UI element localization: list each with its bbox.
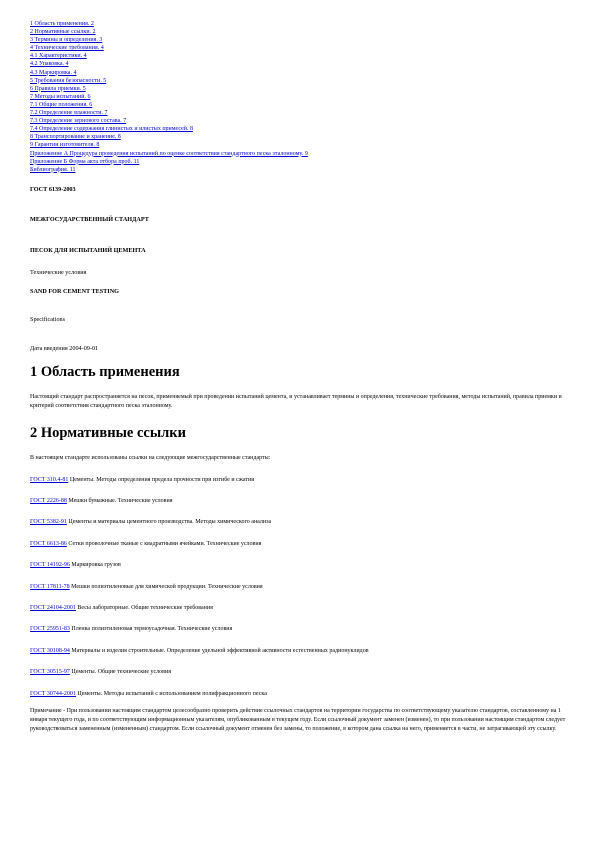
toc-item[interactable] [30, 93, 570, 101]
reference-link[interactable]: ГОСТ 2226-88 [30, 498, 67, 505]
reference-title: Цементы и материалы цементного производства. Методы химического анализа [66, 519, 272, 526]
reference-link[interactable]: ГОСТ 5382-91 [30, 519, 67, 526]
reference-item [30, 604, 570, 613]
reference-title: Пленка полиэтиленовая термоусадочная. Технические условия [69, 626, 233, 633]
toc-link[interactable]: 7.2 Определение влажности. 7 [30, 110, 108, 117]
toc-link[interactable]: 9 Гарантии изготовителя. 8 [30, 142, 100, 149]
reference-item [30, 561, 570, 570]
reference-item [30, 497, 570, 506]
toc-item[interactable] [30, 150, 570, 158]
reference-item [30, 540, 570, 549]
toc-item[interactable] [30, 69, 570, 77]
reference-title: Материалы и изделия строительные. Определение удельной эффективной активности естественных радионуклидов [69, 647, 369, 654]
toc-item[interactable] [30, 52, 570, 60]
toc-link[interactable]: 8 Транспортирование и хранение. 8 [30, 134, 121, 141]
toc-item[interactable] [30, 85, 570, 93]
toc-item[interactable] [30, 166, 570, 174]
toc-link[interactable]: 7.1 Общие положения. 6 [30, 101, 93, 108]
toc-item[interactable] [30, 158, 570, 166]
reference-item [30, 518, 570, 527]
toc-link[interactable]: 5 Требования безопасности. 5 [30, 77, 107, 84]
reference-item [30, 476, 570, 485]
reference-link[interactable]: ГОСТ 310.4-81 [30, 476, 69, 483]
toc-item[interactable] [30, 133, 570, 141]
table-of-contents [30, 20, 570, 174]
toc-link[interactable]: 7.4 Определение содержания глинистых и илистых примесей. 8 [30, 126, 193, 133]
reference-title: Цементы. Общие технические условия [69, 669, 171, 676]
reference-title: Сетки проволочные тканые с квадратными ячейками. Технические условия [66, 540, 262, 547]
toc-link[interactable]: 3 Термины и определения. 3 [30, 37, 103, 44]
references-note: Примечание - При пользовании настоящим стандартом целесообразно проверить действие ссылочных стандартов на территории государства по соответствующему указателю стандартов, составленному на 1 января текущего года, и по соответствующим информационным указателям, опубликованным в текущем году. Если ссылочный документ заменен (изменен), то при пользовании настоящим стандартом следует руководствоваться замененным (измененным) стандартом. Если ссылочный документ отменен без замены, то положение, в котором дана ссылка на него, применяется в части, не затрагивающей эту ссылку. [30, 708, 566, 733]
title-en: SAND FOR CEMENT TESTING [30, 287, 119, 295]
reference-item [30, 625, 570, 634]
toc-item[interactable] [30, 141, 570, 149]
reference-link[interactable]: ГОСТ 25951-83 [30, 626, 70, 633]
standard-type: МЕЖГОСУДАРСТВЕННЫЙ СТАНДАРТ [30, 216, 149, 224]
reference-link[interactable]: ГОСТ 14192-96 [30, 562, 70, 569]
section-heading-scope: 1 Область применения [30, 364, 180, 381]
toc-item[interactable] [30, 117, 570, 125]
document-page [30, 20, 570, 734]
toc-link[interactable]: Приложение Б Форма акта отбора проб. 11 [30, 158, 140, 165]
title-ru: ПЕСОК ДЛЯ ИСПЫТАНИЙ ЦЕМЕНТА [30, 246, 146, 254]
reference-link[interactable]: ГОСТ 17811-78 [30, 583, 70, 590]
toc-item[interactable] [30, 125, 570, 133]
references-intro: В настоящем стандарте использованы ссылки на следующие межгосударственные стандарты: [30, 455, 271, 462]
toc-item[interactable] [30, 101, 570, 109]
reference-title: Мешки бумажные. Технические условия [66, 498, 173, 505]
reference-item [30, 647, 570, 656]
reference-title: Мешки полиэтиленовые для химической продукции. Технические условия [69, 583, 263, 590]
toc-item[interactable] [30, 44, 570, 52]
toc-link[interactable]: 4 Технические требования. 4 [30, 45, 104, 52]
toc-link[interactable]: 4.1 Характеристики. 4 [30, 53, 87, 60]
toc-item[interactable] [30, 20, 570, 28]
reference-item [30, 668, 570, 677]
reference-title: Маркировка грузов [69, 562, 121, 569]
toc-link[interactable]: 2 Нормативные ссылки. 2 [30, 29, 96, 36]
toc-item[interactable] [30, 60, 570, 68]
toc-item[interactable] [30, 109, 570, 117]
reference-title: Весы лабораторные. Общие технические требования [75, 605, 213, 612]
toc-item[interactable] [30, 77, 570, 85]
toc-link[interactable]: Приложение А Процедура проведения испытаний по оценке соответствия стандартного песка эталонному. 9 [30, 150, 308, 157]
reference-title: Цементы. Методы определения предела прочности при изгибе и сжатии [68, 476, 255, 483]
toc-link[interactable]: Библиография. 11 [30, 166, 76, 173]
reference-item [30, 583, 570, 592]
toc-link[interactable]: 7.3 Определение зернового состава. 7 [30, 118, 127, 125]
toc-link[interactable]: 6 Правила приемки. 5 [30, 85, 86, 92]
reference-link[interactable]: ГОСТ 30108-94 [30, 647, 70, 654]
toc-link[interactable]: 7 Методы испытаний. 6 [30, 93, 91, 100]
toc-item[interactable] [30, 28, 570, 36]
toc-link[interactable]: 4.3 Маркировка. 4 [30, 69, 77, 76]
reference-link[interactable]: ГОСТ 6613-86 [30, 540, 67, 547]
reference-link[interactable]: ГОСТ 30515-97 [30, 669, 70, 676]
subtitle-ru: Технические условия [30, 269, 87, 277]
gost-number: ГОСТ 6139-2003 [30, 185, 76, 193]
toc-item[interactable] [30, 36, 570, 44]
toc-link[interactable]: 4.2 Упаковка. 4 [30, 61, 69, 68]
reference-link[interactable]: ГОСТ 24104-2001 [30, 605, 76, 612]
reference-item [30, 690, 570, 699]
scope-text: Настоящий стандарт распространяется на песок, применяемый при проведении испытаний цемента, и устанавливает термины и определения, технические требования, методы испытаний, правила приемки и критерий соответствия стандартного песка эталонному. [30, 394, 562, 410]
intro-date: Дата введения 2004-09-01 [30, 344, 99, 352]
subtitle-en: Specifications [30, 316, 66, 324]
toc-link[interactable]: 1 Область применения. 2 [30, 21, 94, 27]
section-heading-references: 2 Нормативные ссылки [30, 425, 186, 442]
reference-title: Цементы. Методы испытаний с использованием полифракционного песка [75, 690, 267, 697]
reference-link[interactable]: ГОСТ 30744-2001 [30, 690, 76, 697]
